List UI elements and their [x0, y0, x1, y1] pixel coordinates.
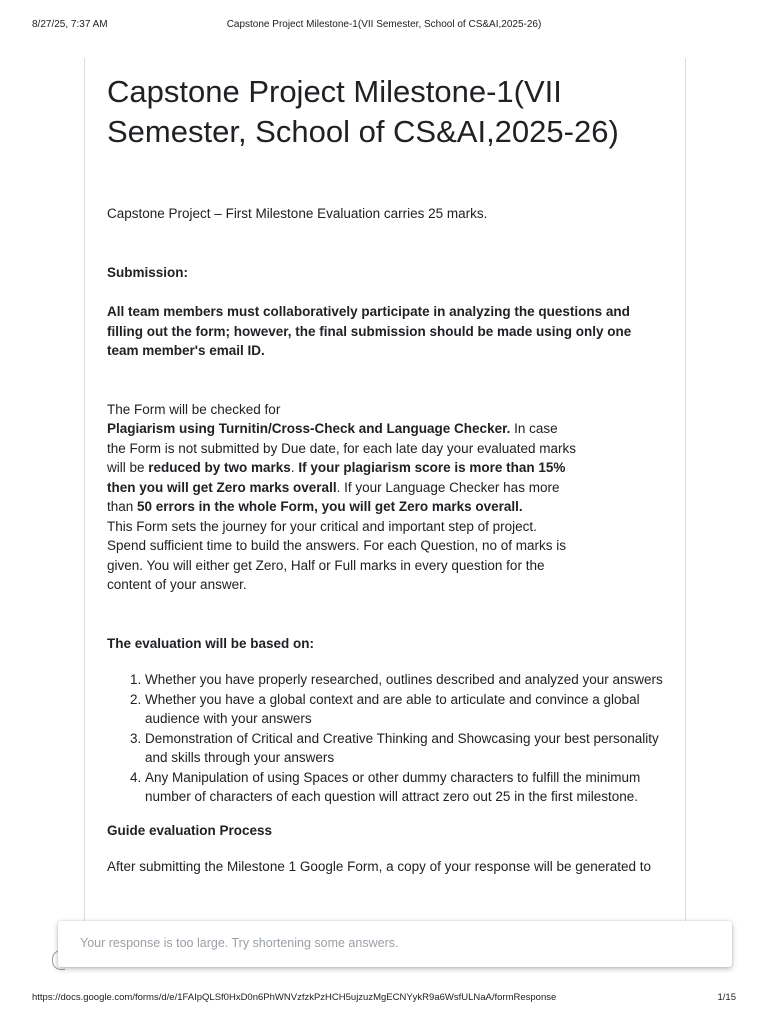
list-item: 4. Any Manipulation of using Spaces or other dummy characters to fulfill the minimum number of characters of each question will attract zero out 25 in the first milestone.: [145, 768, 665, 807]
error-toast: [58, 921, 732, 967]
list-item: 1. Whether you have properly researched, outlines described and analyzed your answers: [145, 670, 665, 690]
print-url: https://docs.google.com/forms/d/e/1FAIpQLSf0HxD0n6PhWNVzfzkPzHCH5ujzuzMgECNYykR9a6WsfULNaA/formResponse: [32, 992, 557, 1003]
team-note: All team members must collaboratively participate in analyzing the questions and filling out the form; however, the final submission should be made using only one team member's email ID.: [107, 304, 632, 358]
page-number: 1/15: [717, 992, 736, 1003]
list-item: 2. Whether you have a global context and are able to articulate and convince a global audience with your answers: [145, 690, 665, 729]
guide-text: After submitting the Milestone 1 Google Form, a copy of your response will be generated to: [107, 859, 652, 874]
print-header: [0, 0, 768, 30]
form-card: [84, 58, 686, 958]
evaluation-list: [107, 670, 665, 807]
print-page-title: Capstone Project Milestone-1(VII Semester, School of CS&AI,2025-26): [226, 19, 542, 30]
check-paragraph: The Form will be checked for Plagiarism using Turnitin/Cross-Check and Language Checker. In case the Form is not submitted by Due date, for each late day your evaluated marks will be reduced by two marks. If your plagiarism score is more than 15% then you will get Zero marks overall. If your Language Checker has more than 50 errors in the whole Form, you will get Zero marks overall. This Form sets the journey for your critical and important step of project. Spend sufficient time to build the answers. For each Question, no of marks is given. You will either get Zero, Half or Full marks in every question for the content of your answer.: [107, 401, 576, 592]
intro-text: Capstone Project – First Milestone Evaluation carries 25 marks.: [107, 206, 488, 221]
list-item: 3. Demonstration of Critical and Creative Thinking and Showcasing your best personality and skills through your answers: [145, 729, 665, 768]
form-description: [107, 204, 663, 877]
print-datetime: 8/27/25, 7:37 AM: [32, 19, 108, 30]
evaluation-heading: The evaluation will be based on:: [107, 635, 315, 651]
submission-heading: Submission:: [107, 264, 189, 280]
form-title: Capstone Project Milestone-1(VII Semester, School of CS&AI,2025-26): [107, 74, 619, 149]
toast-message: Your response is too large. Try shortening some answers.: [80, 936, 399, 950]
print-footer: [0, 992, 768, 1006]
guide-heading: Guide evaluation Process: [107, 822, 273, 838]
